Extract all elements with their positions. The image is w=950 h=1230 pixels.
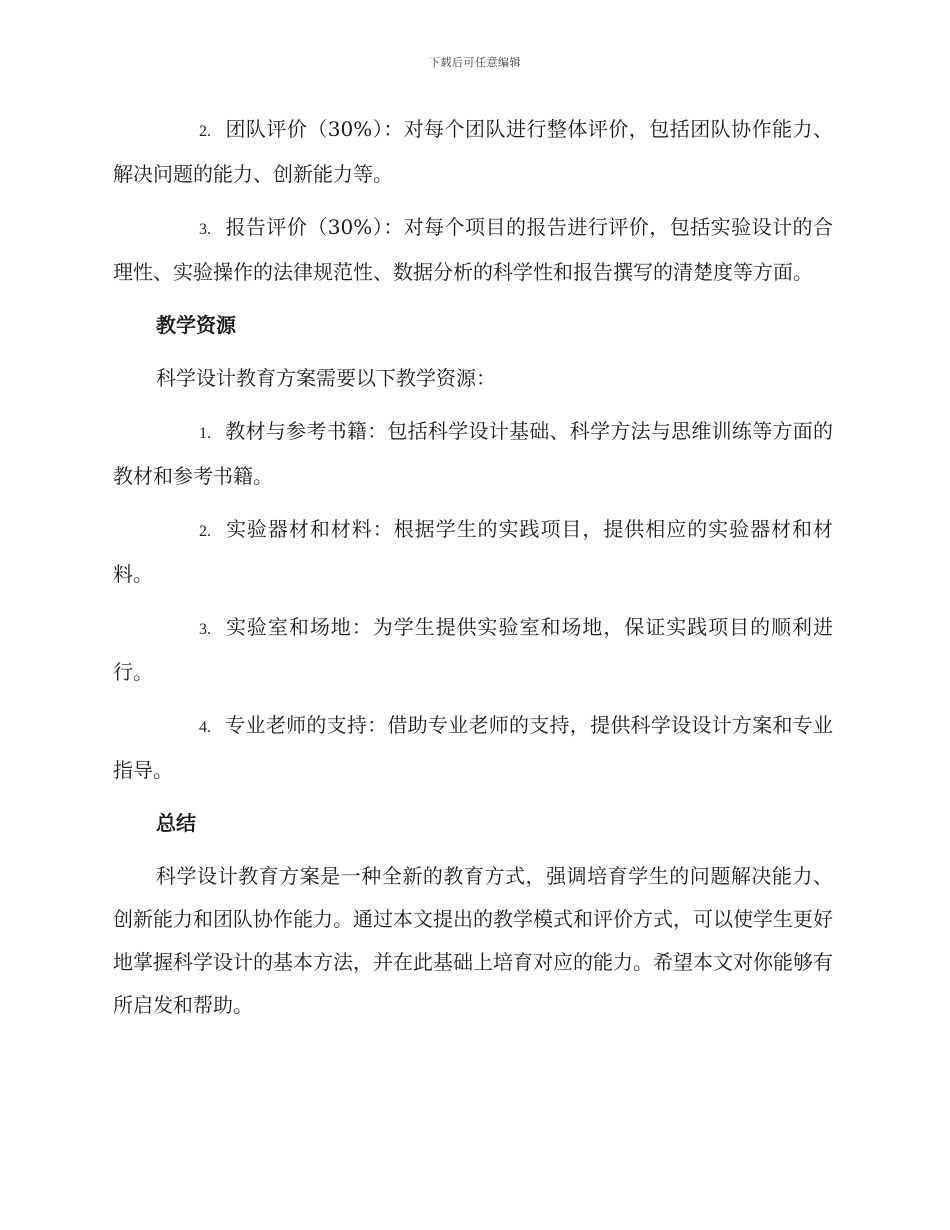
resources-intro: 科学设计教育方案需要以下教学资源：	[156, 366, 496, 390]
list-item-text: 教材与参考书籍：包括科学设计基础、科学方法与思维训练等方面的教材和参考书籍。	[113, 419, 833, 488]
list-number: 2.	[199, 523, 211, 540]
evaluation-item	[113, 108, 833, 196]
list-item-text: 实验室和场地：为学生提供实验室和场地，保证实践项目的顺利进行。	[113, 615, 833, 684]
list-number: 4.	[199, 719, 211, 736]
list-item-text: 专业老师的支持：借助专业老师的支持，提供科学设设计方案和专业指导。	[113, 713, 833, 782]
page-header-note: 下载后可任意编辑	[429, 56, 521, 69]
section-heading-resources: 教学资源	[156, 313, 236, 337]
list-number: 2.	[199, 123, 211, 140]
list-item-text: 实验器材和材料：根据学生的实践项目，提供相应的实验器材和材料。	[113, 517, 833, 586]
list-item-text: 团队评价（30%）：对每个团队进行整体评价，包括团队协作能力、解决问题的能力、创新能力等。	[113, 117, 833, 186]
resource-item	[113, 606, 833, 694]
resource-item	[113, 508, 833, 596]
list-number: 3.	[199, 621, 211, 638]
list-number: 1.	[199, 425, 211, 442]
resource-item	[113, 704, 833, 792]
resource-item	[113, 410, 833, 498]
section-heading-summary: 总结	[156, 811, 196, 835]
summary-paragraph: 科学设计教育方案是一种全新的教育方式，强调培育学生的问题解决能力、创新能力和团队协作能力。通过本文提出的教学模式和评价方式，可以使学生更好地掌握科学设计的基本方法，并在此基础上培育对应的能力。希望本文对你能够有所启发和帮助。	[113, 864, 833, 1017]
list-number: 3.	[199, 221, 211, 238]
evaluation-item	[113, 206, 833, 294]
list-item-text: 报告评价（30%）：对每个项目的报告进行评价，包括实验设计的合理性、实验操作的法律规范性、数据分析的科学性和报告撰写的清楚度等方面。	[113, 215, 833, 284]
document-body	[113, 108, 833, 1037]
